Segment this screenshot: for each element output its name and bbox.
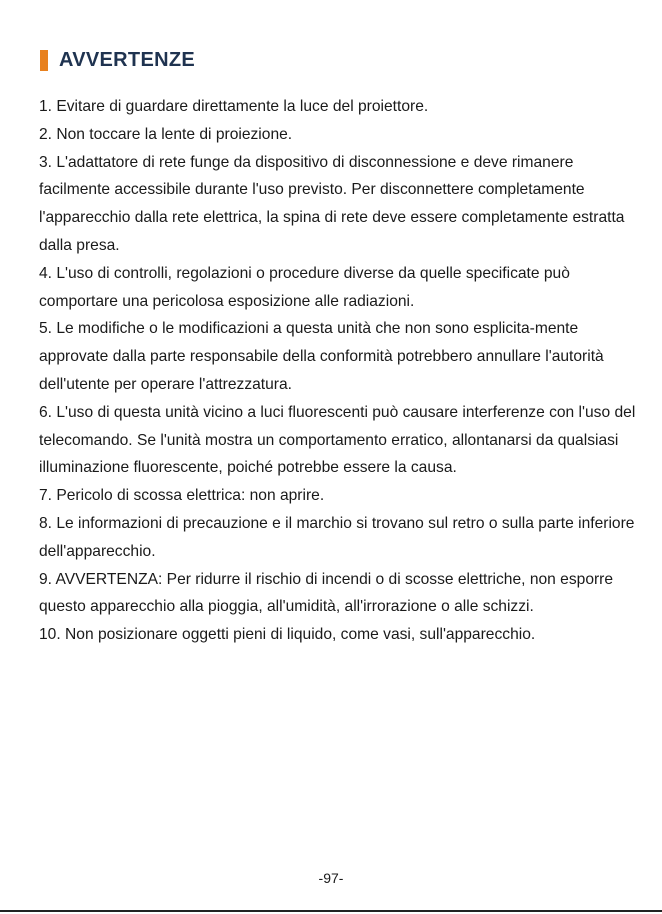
page-number: -97- (318, 870, 344, 886)
warning-item-6: 6. L'uso di questa unità vicino a luci fluorescenti può causare interferenze con l'uso del telecomando. Se l'unità mostra un comportamento erratico, allontanarsi da qualsiasi illuminazione fluorescente, poiché potrebbe essere la causa. (39, 403, 636, 477)
warning-item-7: 7. Pericolo di scossa elettrica: non aprire. (39, 487, 325, 505)
warning-item-10: 10. Non posizionare oggetti pieni di liquido, come vasi, sull'apparecchio. (39, 626, 536, 644)
warning-item-1: 1. Evitare di guardare direttamente la luce del proiettore. (39, 98, 429, 115)
warning-item-3: 3. L'adattatore di rete funge da dispositivo di disconnessione e deve rimanere facilmente accessibile durante l'uso previsto. Per disconnettere completamente l'apparecchio dalla rete elettrica, la spina di rete deve essere completamente estratta dalla presa. (39, 153, 625, 254)
warnings-list (39, 93, 639, 649)
section-title: AVVERTENZE (59, 48, 195, 71)
warning-item-5: 5. Le modifiche o le modificazioni a questa unità che non sono esplicita-mente approvate dalla parte responsabile della conformità potrebbero annullare l'autorità dell'utente per operare l'attrezzatura. (39, 320, 604, 393)
section-heading (40, 48, 195, 72)
heading-accent-bar (40, 50, 48, 71)
warning-item-8: 8. Le informazioni di precauzione e il marchio si trovano sul retro o sulla parte inferiore dell'apparecchio. (39, 514, 635, 560)
warning-item-4: 4. L'uso di controlli, regolazioni o procedure diverse da quelle specificate può comportare una pericolosa esposizione alle radiazioni. (39, 264, 570, 310)
page-bottom-rule (0, 910, 662, 912)
warning-item-2: 2. Non toccare la lente di proiezione. (39, 125, 293, 143)
warning-item-9: 9. AVVERTENZA: Per ridurre il rischio di incendi o di scosse elettriche, non esporre questo apparecchio alla pioggia, all'umidità, all'irrorazione o alle schizzi. (39, 570, 614, 616)
